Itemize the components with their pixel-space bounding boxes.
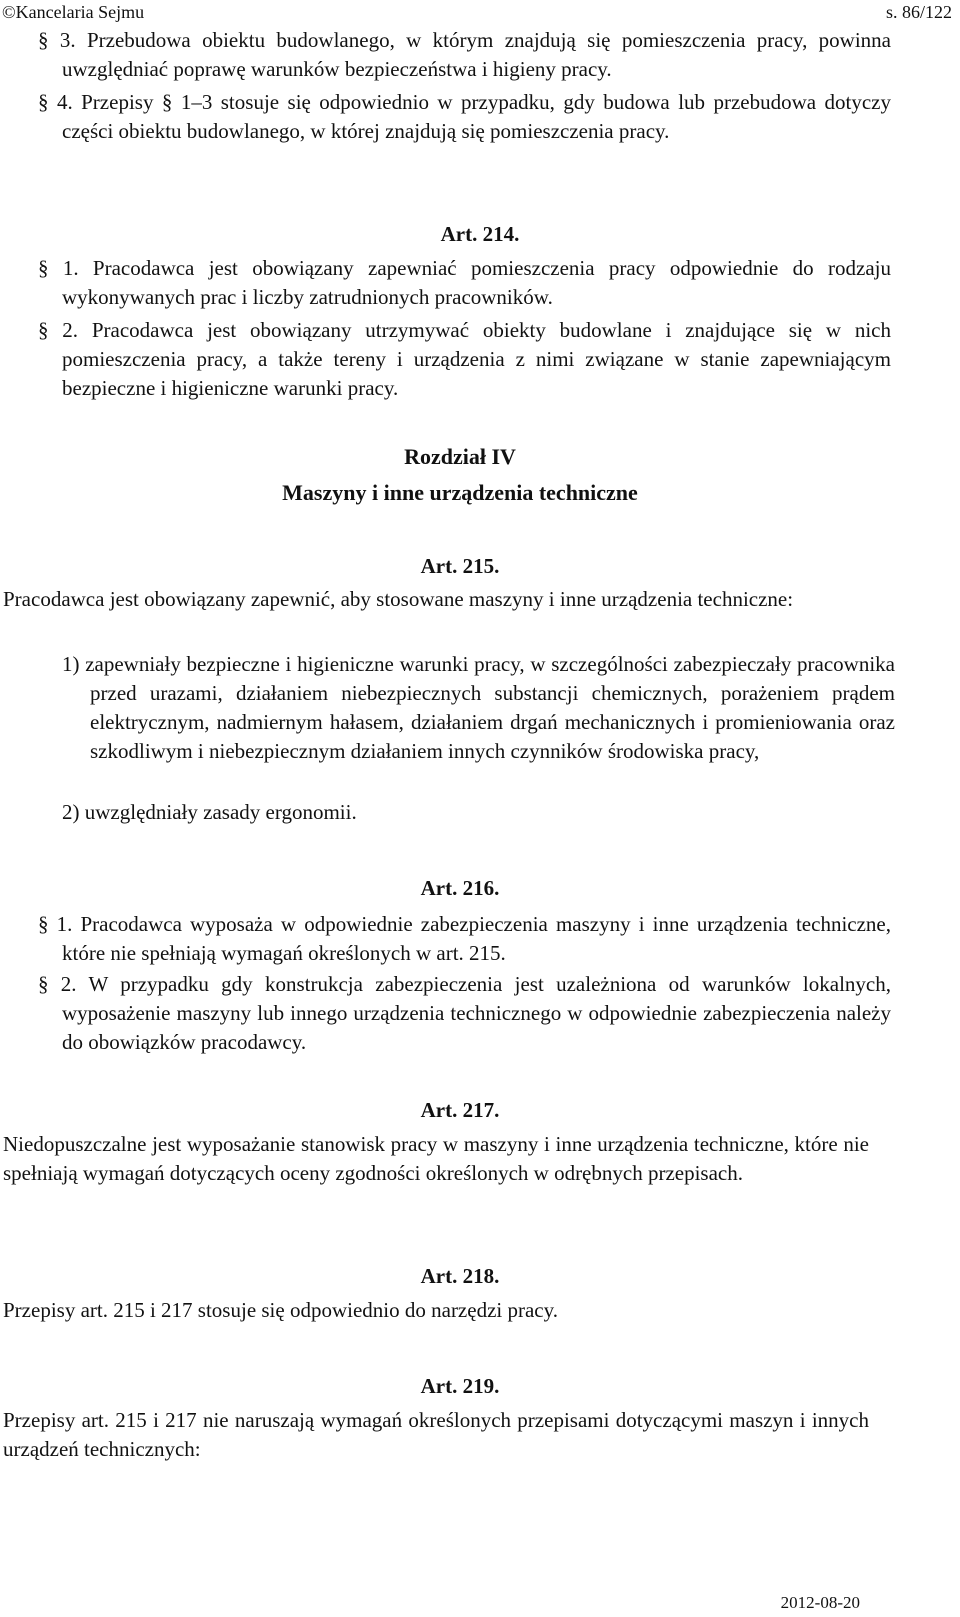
art213-paragraph-4: § 4. Przepisy § 1–3 stosuje się odpowiednio w przypadku, gdy budowa lub przebudowa dotyczy części obiektu budowlanego, w której znajdują się pomieszczenia pracy. (38, 90, 891, 143)
art215-intro: Pracodawca jest obowiązany zapewnić, aby stosowane maszyny i inne urządzenia techniczne: (3, 587, 794, 611)
chapter-title: Maszyny i inne urządzenia techniczne (282, 480, 638, 505)
art215-item-1: 1) zapewniały bezpieczne i higieniczne warunki pracy, w szczególności zabezpieczały pracownika przed urazami, działaniem niebezpiecznych substancji chemicznych, porażeniem prądem elektrycznym, nadmiernym hałasem, działaniem drgań mechanicznych i promieniowania oraz szkodliwym i niebezpiecznym działaniem innych czynników środowiska pracy, (62, 652, 895, 763)
art217-text: Niedopuszczalne jest wyposażanie stanowisk pracy w maszyny i inne urządzenia techniczne, które nie spełniają wymagań dotyczących oceny zgodności określonych w odrębnych przepisach. (3, 1132, 869, 1185)
art215-item-2: 2) uwzględniały zasady ergonomii. (62, 800, 357, 824)
art218-heading: Art. 218. (420, 1264, 500, 1288)
art219-text: Przepisy art. 215 i 217 nie naruszają wymagań określonych przepisami dotyczącymi maszyn i innych urządzeń technicznych: (3, 1408, 869, 1461)
art214-heading: Art. 214. (440, 222, 520, 246)
art216-paragraph-1: § 1. Pracodawca wyposaża w odpowiednie zabezpieczenia maszyny i inne urządzenia techniczne, które nie spełniają wymagań określonych w art. 215. (38, 912, 891, 965)
page-number: s. 86/122 (885, 2, 952, 22)
footer-date: 2012-08-20 (780, 1593, 860, 1612)
art213-paragraph-3: § 3. Przebudowa obiektu budowlanego, w którym znajdują się pomieszczenia pracy, powinna uwzględniać poprawę warunków bezpieczeństwa i higieny pracy. (38, 28, 891, 81)
art218-text: Przepisy art. 215 i 217 stosuje się odpowiednio do narzędzi pracy. (3, 1298, 559, 1322)
art214-paragraph-1: § 1. Pracodawca jest obowiązany zapewniać pomieszczenia pracy odpowiednie do rodzaju wykonywanych prac i liczby zatrudnionych pracowników. (38, 256, 891, 309)
chapter-number: Rozdział IV (404, 444, 516, 469)
art216-heading: Art. 216. (420, 876, 500, 900)
art219-heading: Art. 219. (420, 1374, 500, 1398)
page-header-source: ©Kancelaria Sejmu (2, 2, 145, 22)
art214-paragraph-2: § 2. Pracodawca jest obowiązany utrzymywać obiekty budowlane i znajdujące się w nich pomieszczenia pracy, a także tereny i urządzenia z nimi związane w stanie zapewniającym bezpieczne i higieniczne warunki pracy. (38, 318, 891, 400)
art217-heading: Art. 217. (420, 1098, 500, 1122)
art216-paragraph-2: § 2. W przypadku gdy konstrukcja zabezpieczenia jest uzależniona od warunków lokalnych, wyposażenie maszyny lub innego urządzenia technicznego w odpowiednie zabezpieczenia należy do obowiązków pracodawcy. (38, 972, 891, 1054)
art215-heading: Art. 215. (420, 554, 500, 578)
